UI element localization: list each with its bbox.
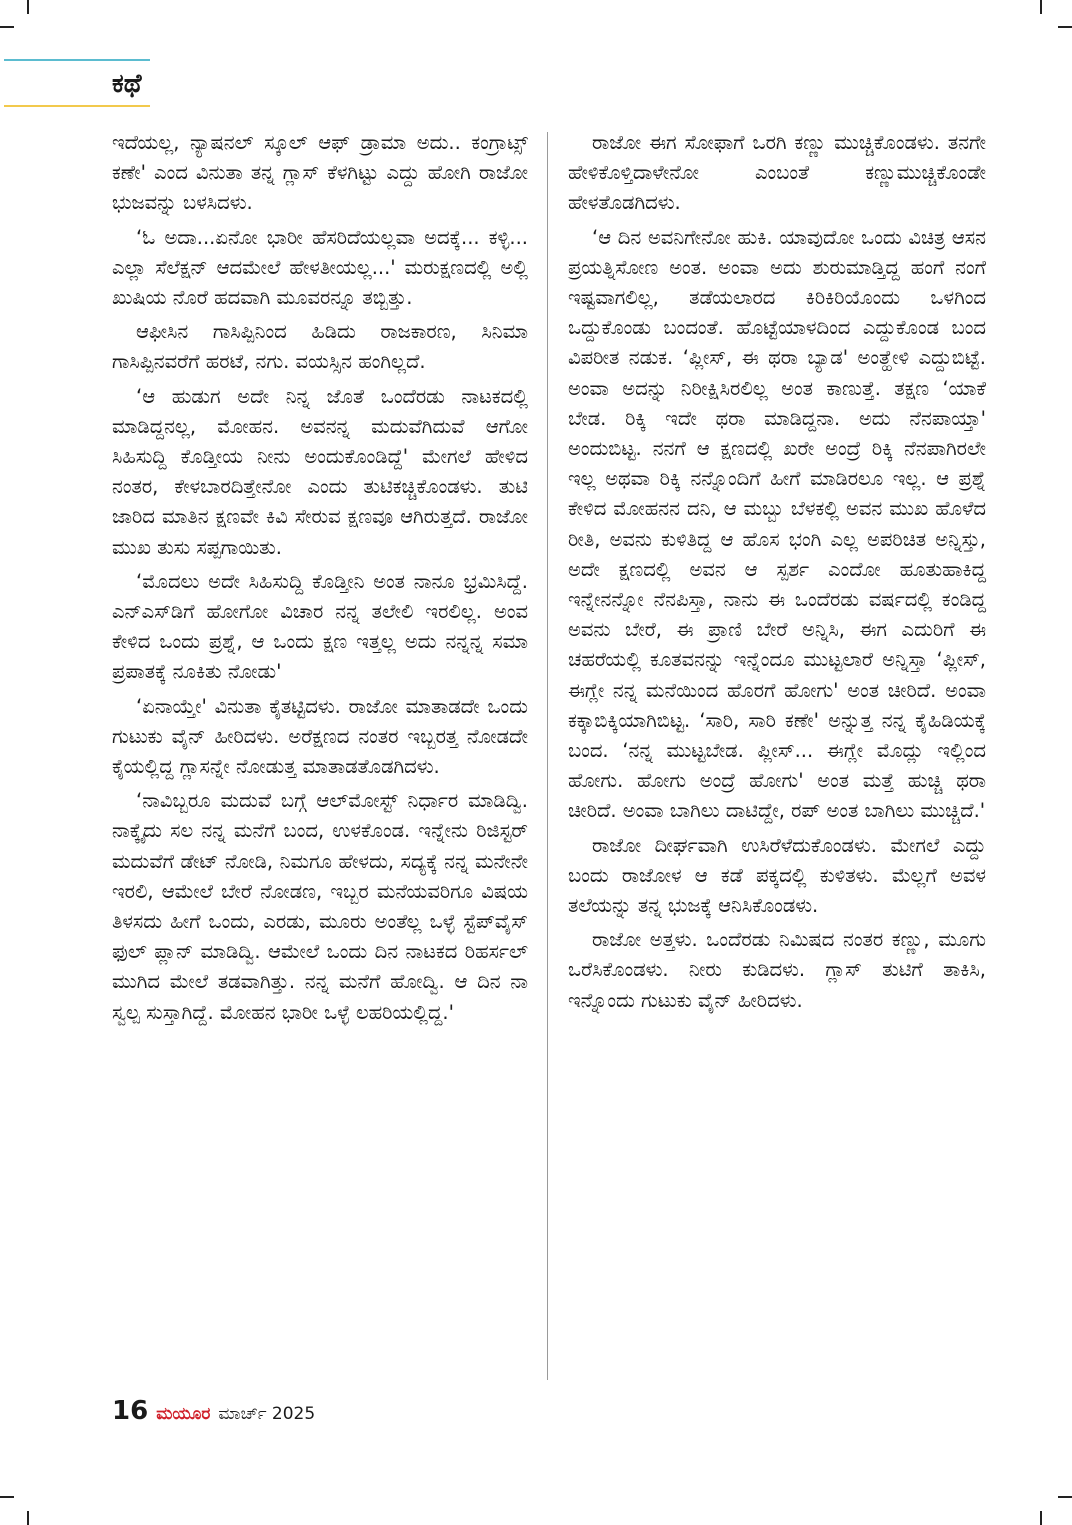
crop-mark — [0, 1496, 14, 1498]
paragraph: ‘ನಾವಿಬ್ಬರೂ ಮದುವೆ ಬಗ್ಗೆ ಆಲ್‌ಮೋಸ್ಟ್ ನಿರ್ಧಾರ ಮಾಡಿದ್ವಿ. ನಾಕ್ಕೈದು ಸಲ ನನ್ನ ಮನೆಗೆ ಬಂದ, ಉಳಕೊಂಡ. ಇನ್ನೇನು ರಿಜಿಸ್ಟರ್ ಮದುವೆಗೆ ಡೇಟ್ ನೋಡಿ, ನಿಮಗೂ ಹೇಳದು, ಸದ್ಯಕ್ಕೆ ನನ್ನ ಮನೇನೇ ಇರಲಿ, ಆಮೇಲೆ ಬೇರೆ ನೋಡಣ, ಇಬ್ಬರ ಮನೆಯವರಿಗೂ ವಿಷಯ ತಿಳಸದು ಹೀಗೆ ಒಂದು, ಎರಡು, ಮೂರು ಅಂತೆಲ್ಲ ಒಳ್ಳೆ ಸ್ಟೆಪ್‌ವೈಸ್ ಫುಲ್ ಪ್ಲಾನ್ ಮಾಡಿದ್ವಿ. ಆಮೇಲೆ ಒಂದು ದಿನ ನಾಟಕದ ರಿಹರ್ಸಲ್ ಮುಗಿದ ಮೇಲೆ ತಡವಾಗಿತ್ತು. ನನ್ನ ಮನೆಗೆ ಹೋದ್ವಿ. ಆ ದಿನ ನಾ ಸ್ವಲ್ಪ ಸುಸ್ತಾಗಿದ್ದೆ. ಮೋಹನ ಭಾರೀ ಒಳ್ಳೆ ಲಹರಿಯಲ್ಲಿದ್ದ.' — [112, 789, 528, 1024]
crop-mark — [27, 1511, 29, 1525]
crop-mark — [1058, 26, 1072, 28]
page-number: 16 — [112, 1396, 149, 1426]
right-column — [568, 128, 986, 1020]
paragraph: ‘ಮೊದಲು ಅದೇ ಸಿಹಿಸುದ್ದಿ ಕೊಡ್ತೀನಿ ಅಂತ ನಾನೂ ಭ್ರಮಿಸಿದ್ದೆ. ಎನ್‌ಎಸ್‌ಡಿಗೆ ಹೋಗೋ ವಿಚಾರ ನನ್ನ ತಲೇಲಿ ಇರಲಿಲ್ಲ. ಅಂವ ಕೇಳಿದ ಒಂದು ಪ್ರಶ್ನೆ, ಆ ಒಂದು ಕ್ಷಣ ಇತ್ತಲ್ಲ ಅದು ನನ್ನನ್ನ ಸಮಾ ಪ್ರಪಾತಕ್ಕೆ ನೂಕಿತು ನೋಡು' — [112, 569, 528, 684]
section-rule-top — [4, 59, 150, 61]
crop-mark — [27, 0, 29, 14]
column-divider — [547, 132, 548, 1380]
crop-mark — [1040, 0, 1042, 14]
issue-date: ಮಾರ್ಚ್ 2025 — [218, 1404, 316, 1424]
paragraph: ಆಫೀಸಿನ ಗಾಸಿಪ್ಪಿನಿಂದ ಹಿಡಿದು ರಾಜಕಾರಣ, ಸಿನಿಮಾ ಗಾಸಿಪ್ಪಿನವರೆಗೆ ಹರಟೆ, ನಗು. ವಯಸ್ಸಿನ ಹಂಗಿಲ್ಲದೆ. — [112, 320, 528, 374]
paragraph: ‘ಆ ದಿನ ಅವನಿಗೇನೋ ಹುಕಿ. ಯಾವುದೋ ಒಂದು ವಿಚಿತ್ರ ಆಸನ ಪ್ರಯತ್ನಿಸೋಣ ಅಂತ. ಅಂವಾ ಅದು ಶುರುಮಾಡ್ತಿದ್ದ ಹಂಗೆ ನಂಗೆ ಇಷ್ಟವಾಗಲಿಲ್ಲ, ತಡೆಯಲಾರದ ಕಿರಿಕಿರಿಯೊಂದು ಒಳಗಿಂದ ಒದ್ದುಕೊಂಡು ಬಂದಂತೆ. ಹೊಟ್ಟೆಯಾಳದಿಂದ ಎದ್ದುಕೊಂಡ ಬಂದ ವಿಪರೀತ ನಡುಕ. ‘ಪ್ಲೀಸ್, ಈ ಥರಾ ಬ್ಯಾಡ' ಅಂತ್ಹೇಳಿ ಎದ್ದುಬಿಟ್ಟೆ. ಅಂವಾ ಅದನ್ನು ನಿರೀಕ್ಷಿಸಿರಲಿಲ್ಲ ಅಂತ ಕಾಣುತ್ತೆ. ತಕ್ಷಣ ‘ಯಾಕೆ ಬೇಡ. ರಿಕ್ಕಿ ಇದೇ ಥರಾ ಮಾಡಿದ್ದನಾ. ಅದು ನೆನಪಾಯ್ತಾ' ಅಂದುಬಿಟ್ಟ. ನನಗೆ ಆ ಕ್ಷಣದಲ್ಲಿ ಖರೇ ಅಂದ್ರೆ ರಿಕ್ಕಿ ನೆನಪಾಗಿರಲೇ ಇಲ್ಲ ಅಥವಾ ರಿಕ್ಕಿ ನನ್ನೊಂದಿಗೆ ಹೀಗೆ ಮಾಡಿರಲೂ ಇಲ್ಲ. ಆ ಪ್ರಶ್ನೆ ಕೇಳಿದ ಮೋಹನನ ದನಿ, ಆ ಮಬ್ಬು ಬೆಳಕಲ್ಲಿ ಅವನ ಮುಖ ಹೊಳೆದ ರೀತಿ, ಅವನು ಕುಳಿತಿದ್ದ ಆ ಹೊಸ ಭಂಗಿ ಎಲ್ಲ ಅಪರಿಚಿತ ಅನ್ನಿಸ್ತು, ಅದೇ ಕ್ಷಣದಲ್ಲಿ ಅವನ ಆ ಸ್ಪರ್ಶ ಎಂದೋ ಹೂತುಹಾಕಿದ್ದ ಇನ್ನೇನನ್ನೋ ನೆನಪಿಸ್ತಾ, ನಾನು ಈ ಒಂದೆರಡು ವರ್ಷದಲ್ಲಿ ಕಂಡಿದ್ದ ಅವನು ಬೇರೆ, ಈ ಪ್ರಾಣಿ ಬೇರೆ ಅನ್ನಿಸಿ, ಈಗ ಎದುರಿಗೆ ಈ ಚಹರೆಯಲ್ಲಿ ಕೂತವನನ್ನು ಇನ್ನೆಂದೂ ಮುಟ್ಟಲಾರೆ ಅನ್ನಿಸ್ತಾ ‘ಪ್ಲೀಸ್, ಈಗ್ಲೇ ನನ್ನ ಮನೆಯಿಂದ ಹೊರಗೆ ಹೋಗು' ಅಂತ ಚೀರಿದೆ. ಅಂವಾ ಕಕ್ಕಾಬಿಕ್ಕಿಯಾಗಿಬಿಟ್ಟ. ‘ಸಾರಿ, ಸಾರಿ ಕಣೇ' ಅನ್ನುತ್ತ ನನ್ನ ಕೈಹಿಡಿಯಕ್ಕೆ ಬಂದ. ‘ನನ್ನ ಮುಟ್ಟಬೇಡ. ಪ್ಲೀಸ್... ಈಗ್ಲೇ ಮೊದ್ಲು ಇಲ್ಲಿಂದ ಹೋಗು. ಹೋಗು ಅಂದ್ರೆ ಹೋಗು' ಅಂತ ಮತ್ತೆ ಹುಚ್ಚಿ ಥರಾ ಚೀರಿದೆ. ಅಂವಾ ಬಾಗಿಲು ದಾಟಿದ್ದೇ, ರಪ್ ಅಂತ ಬಾಗಿಲು ಮುಚ್ಚಿದೆ.' — [568, 225, 986, 823]
paragraph: ಇದೆಯಲ್ಲ, ನ್ಯಾಷನಲ್ ಸ್ಕೂಲ್ ಆಫ್ ಡ್ರಾಮಾ ಅದು.. ಕಂಗ್ರಾಟ್ಸ್ ಕಣೇ' ಎಂದ ವಿನುತಾ ತನ್ನ ಗ್ಲಾಸ್ ಕೆಳಗಿಟ್ಟು ಎದ್ದು ಹೋಗಿ ರಾಜೋ ಭುಜವನ್ನು ಬಳಸಿದಳು. — [112, 131, 528, 215]
paragraph: ರಾಜೋ ಅತ್ತಳು. ಒಂದೆರಡು ನಿಮಿಷದ ನಂತರ ಕಣ್ಣು, ಮೂಗು ಒರೆಸಿಕೊಂಡಳು. ನೀರು ಕುಡಿದಳು. ಗ್ಲಾಸ್ ತುಟಿಗೆ ತಾಕಿಸಿ, ಇನ್ನೊಂದು ಗುಟುಕು ವೈನ್ ಹೀರಿದಳು. — [568, 928, 986, 1012]
paragraph: ರಾಜೋ ದೀರ್ಘವಾಗಿ ಉಸಿರೆಳೆದುಕೊಂಡಳು. ಮೇಗಲೆ ಎದ್ದು ಬಂದು ರಾಜೋಳ ಆ ಕಡೆ ಪಕ್ಕದಲ್ಲಿ ಕುಳಿತಳು. ಮೆಲ್ಲಗೆ ಅವಳ ತಲೆಯನ್ನು ತನ್ನ ಭುಜಕ್ಕೆ ಆನಿಸಿಕೊಂಡಳು. — [568, 833, 986, 918]
left-column — [112, 128, 528, 1032]
paragraph: ‘ಆ ಹುಡುಗ ಅದೇ ನಿನ್ನ ಜೊತೆ ಒಂದೆರಡು ನಾಟಕದಲ್ಲಿ ಮಾಡಿದ್ದನಲ್ಲ, ಮೋಹನ. ಅವನನ್ನ ಮದುವೆಗಿದುವೆ ಆಗೋ ಸಿಹಿಸುದ್ದಿ ಕೊಡ್ತೀಯ ನೀನು ಅಂದುಕೊಂಡಿದ್ದೆ' ಮೇಗಲೆ ಹೇಳಿದ ನಂತರ, ಕೇಳಬಾರದಿತ್ತೇನೋ ಎಂದು ತುಟಿಕಚ್ಚಿಕೊಂಡಳು. ತುಟಿ ಜಾರಿದ ಮಾತಿನ ಕ್ಷಣವೇ ಕಿವಿ ಸೇರುವ ಕ್ಷಣವೂ ಆಗಿರುತ್ತದೆ. ರಾಜೋ ಮುಖ ತುಸು ಸಪ್ಪಗಾಯಿತು. — [112, 384, 528, 559]
page-footer — [112, 1396, 315, 1428]
paragraph: ‘ಓ ಅದಾ...ಏನೋ ಭಾರೀ ಹೆಸರಿದೆಯಲ್ಲವಾ ಅದಕ್ಕೆ... ಕಳ್ಳಿ... ಎಲ್ಲಾ ಸೆಲೆಕ್ಷನ್ ಆದಮೇಲೆ ಹೇಳತೀಯಲ್ಲ...' ಮರುಕ್ಷಣದಲ್ಲಿ ಅಲ್ಲಿ ಖುಷಿಯ ನೊರೆ ಹದವಾಗಿ ಮೂವರನ್ನೂ ತಬ್ಬಿತ್ತು. — [112, 225, 528, 310]
section-title: ಕಥೆ — [112, 69, 142, 99]
paragraph: ‘ಏನಾಯ್ತೇ' ವಿನುತಾ ಕೈತಟ್ಟಿದಳು. ರಾಜೋ ಮಾತಾಡದೇ ಒಂದು ಗುಟುಕು ವೈನ್ ಹೀರಿದಳು. ಅರೆಕ್ಷಣದ ನಂತರ ಇಬ್ಬರತ್ತ ನೋಡದೇ ಕೈಯಲ್ಲಿದ್ದ ಗ್ಲಾಸನ್ನೇ ನೋಡುತ್ತ ಮಾತಾಡತೊಡಗಿದಳು. — [112, 694, 528, 779]
paragraph: ರಾಜೋ ಈಗ ಸೋಫಾಗೆ ಒರಗಿ ಕಣ್ಣು ಮುಚ್ಚಿಕೊಂಡಳು. ತನಗೇ ಹೇಳಿಕೊಳ್ತಿದಾಳೇನೋ ಎಂಬಂತೆ ಕಣ್ಣುಮುಚ್ಚಿಕೊಂಡೇ ಹೇಳತೊಡಗಿದಳು. — [568, 131, 986, 215]
crop-mark — [0, 26, 14, 28]
crop-mark — [1058, 1496, 1072, 1498]
crop-mark — [1040, 1511, 1042, 1525]
magazine-name: ಮಯೂರ — [156, 1404, 211, 1424]
section-rule-bottom — [4, 105, 150, 107]
